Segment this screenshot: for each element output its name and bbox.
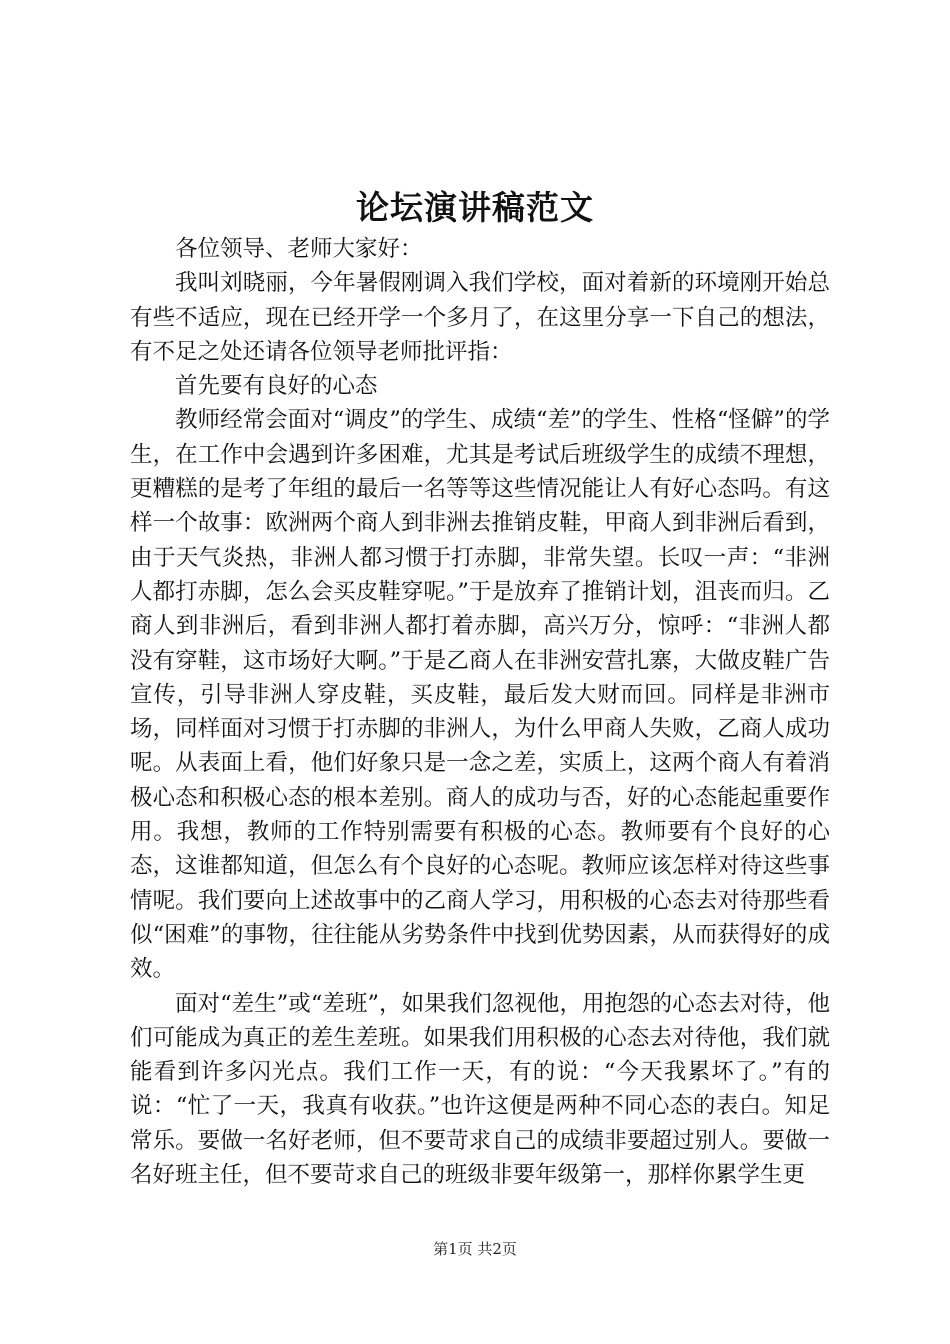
attitude-paragraph: 面对“差生”或“差班”，如果我们忽视他，用抱怨的心态去对待，他们可能成为真正的差生差班。如果我们用积极的心态去对待他，我们就能看到许多闪光点。我们工作一天，有的说：“今天我累坏了。”有的说：“忙了一天，我真有收获。”也许这便是两种不同心态的表白。知足常乐。要做一名好老师，但不要苛求自己的成绩非要超过别人。要做一名好班主任，但不要苛求自己的班级非要年级第一，那样你累学生更 [130, 990, 830, 1189]
document-body [130, 232, 830, 1192]
story-paragraph: 教师经常会面对“调皮”的学生、成绩“差”的学生、性格“怪僻”的学生，在工作中会遇到许多困难，尤其是考试后班级学生的成绩不理想，更糟糕的是考了年组的最后一名等等这些情况能让人有好心态吗。有这样一个故事：欧洲两个商人到非洲去推销皮鞋，甲商人到非洲后看到，由于天气炎热，非洲人都习惯于打赤脚，非常失望。长叹一声：“非洲人都打赤脚，怎么会买皮鞋穿呢。”于是放弃了推销计划，沮丧而归。乙商人到非洲后，看到非洲人都打着赤脚，高兴万分，惊呼：“非洲人都没有穿鞋，这市场好大啊。”于是乙商人在非洲安营扎寨，大做皮鞋广告宣传，引导非洲人穿皮鞋，买皮鞋，最后发大财而回。同样是非洲市场，同样面对习惯于打赤脚的非洲人，为什么甲商人失败，乙商人成功呢。从表面上看，他们好象只是一念之差，实质上，这两个商人有着消极心态和积极心态的根本差别。商人的成功与否，好的心态能起重要作用。我想，教师的工作特别需要有积极的心态。教师要有个良好的心态，这谁都知道，但怎么有个良好的心态呢。教师应该怎样对待这些事情呢。我们要向上述故事中的乙商人学习，用积极的心态去对待那些看似“困难”的事物，往往能从劣势条件中找到优势因素，从而获得好的成效。 [130, 407, 830, 983]
document-title: 论坛演讲稿范文 [356, 188, 594, 227]
section-heading: 首先要有良好的心态 [175, 373, 378, 400]
greeting-paragraph: 各位领导、老师大家好： [175, 236, 423, 262]
intro-paragraph: 我叫刘晓丽，今年暑假刚调入我们学校，面对着新的环境刚开始总有些不适应，现在已经开学一个多月了，在这里分享一下自己的想法，有不足之处还请各位领导老师批评指： [130, 270, 830, 365]
page-number-footer: 第1页 共2页 [433, 1240, 517, 1258]
